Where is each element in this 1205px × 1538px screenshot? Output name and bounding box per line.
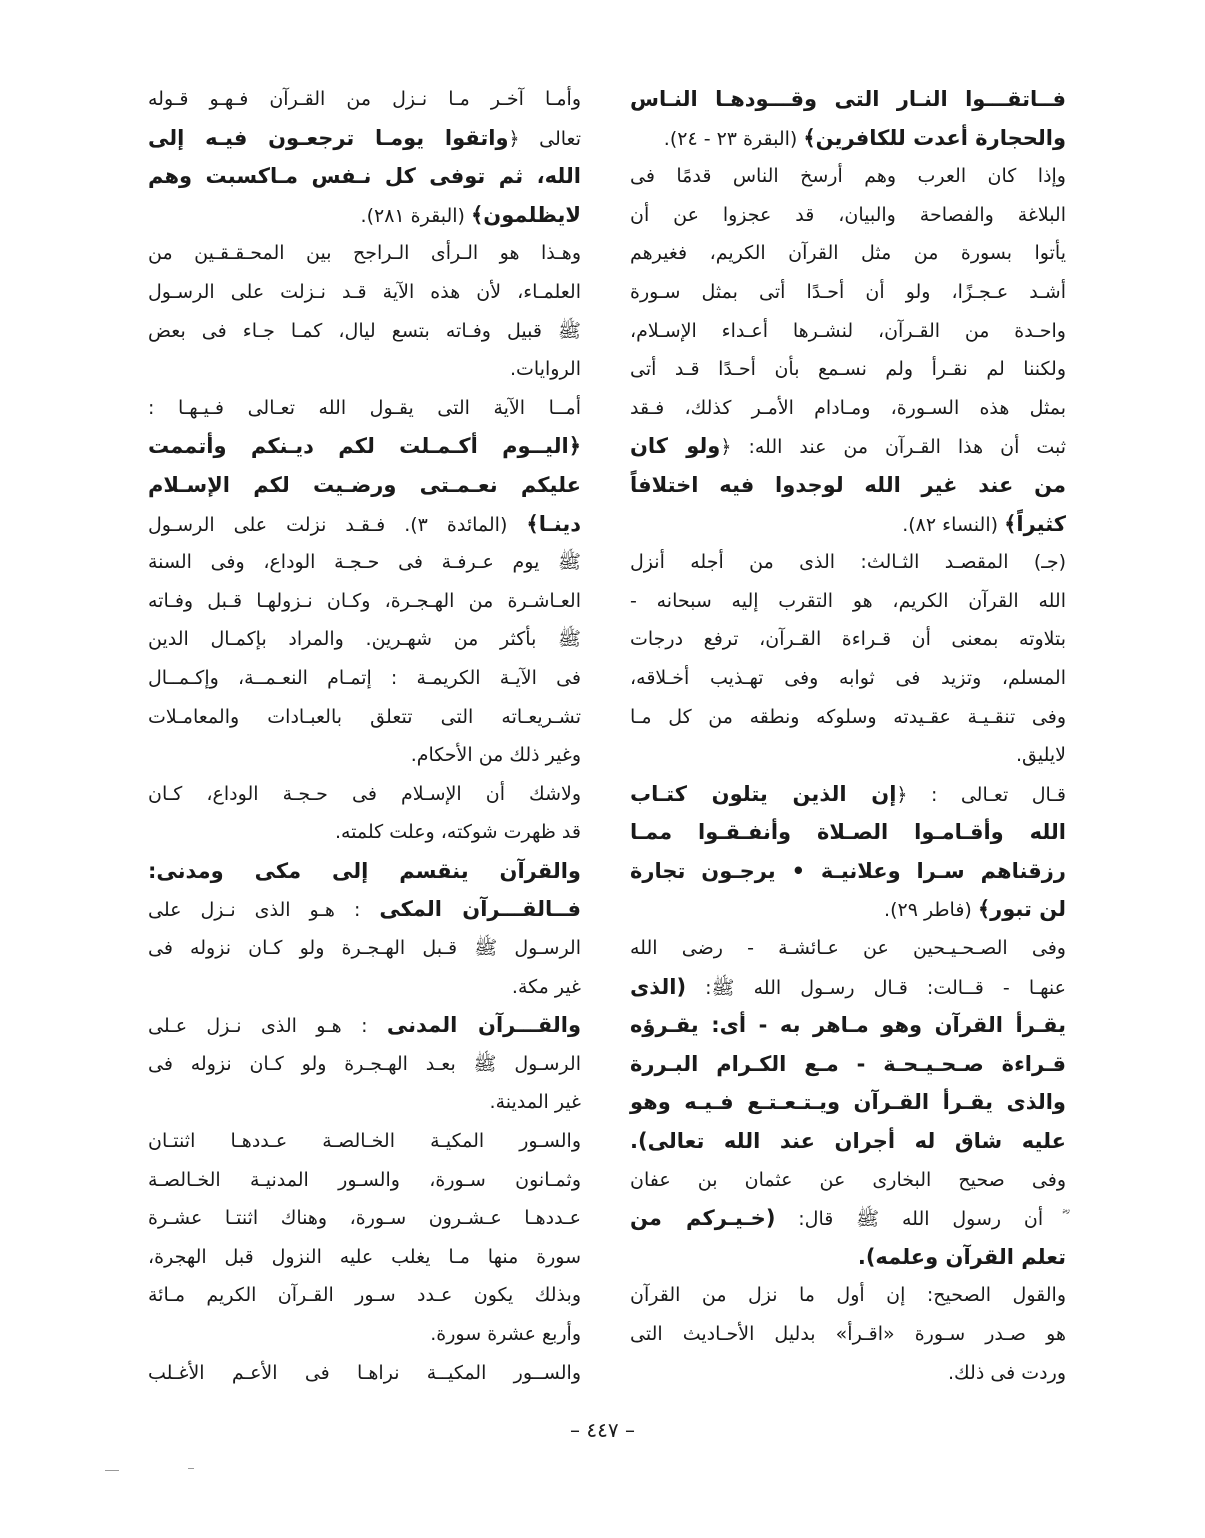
text-segment: وفى تنقـيـة عقـيدته وسلوكه ونطقه من كل مـا — [630, 705, 1066, 728]
text-segment: المسلم، وتزيد فى ثوابه وفى تهـذيب أخـلاقه، — [630, 666, 1066, 689]
text-segment: تشـريعـاته التى تتعلق بالعبـادات والمعامـلات — [148, 705, 581, 728]
text-segment: ولاشك أن الإسـلام فى حـجـة الوداع، كـان — [148, 782, 581, 805]
bold-text-segment: عليه شاق له أجران عند الله تعالى). — [630, 1129, 1066, 1154]
text-segment: وغير ذلك من الأحكام. — [410, 744, 581, 767]
bold-text-segment: والحجارة أعدت للكافرين﴾ — [803, 125, 1066, 150]
scan-speck — [105, 1470, 119, 1471]
text-line — [630, 620, 1066, 659]
text-segment: وأربع عشرة سورة. — [430, 1323, 581, 1345]
text-line — [630, 1354, 1066, 1393]
text-line — [148, 80, 581, 119]
text-line — [148, 890, 581, 929]
text-segment: ﷺ قبيل وفـاته بتسع ليال، كمـا جـاء فى بعض — [148, 319, 581, 342]
text-segment: والقول الصحيح: إن أول ما نزل من القرآن — [630, 1284, 1066, 1307]
text-segment: قـال تعـالى : ﴿ — [896, 783, 1066, 806]
text-line — [148, 1354, 581, 1393]
text-line — [630, 157, 1066, 196]
text-line — [148, 1199, 581, 1238]
text-line — [630, 1006, 1066, 1045]
text-line — [148, 929, 581, 968]
bold-text-segment: فــالقـــرآن المكى — [379, 897, 581, 922]
bold-text-segment: والقـــرآن المدنى — [386, 1013, 581, 1038]
text-line — [148, 852, 581, 891]
text-line — [630, 659, 1066, 698]
text-line — [630, 1315, 1066, 1354]
text-line — [630, 466, 1066, 505]
text-line — [630, 582, 1066, 621]
text-line — [148, 312, 581, 351]
bold-text-segment: فــاتقـــوا النـار التى وقـــودهـا النـاس — [630, 87, 1066, 111]
bold-text-segment: الله، ثم توفى كل نـفس مـاكسبت وهم — [148, 164, 581, 189]
text-line — [148, 1161, 581, 1200]
text-line — [630, 505, 1066, 544]
text-line — [630, 312, 1066, 351]
text-line — [630, 196, 1066, 235]
bold-text-segment: لايظلمون﴾ — [470, 202, 581, 227]
text-line — [148, 736, 581, 775]
text-segment: واحـدة من القـرآن، لنشـرها أعـداء الإسـلام، — [630, 319, 1066, 342]
text-segment: (البقرة ٢٨١). — [360, 204, 471, 227]
text-line — [630, 1161, 1066, 1200]
text-line — [148, 659, 581, 698]
text-line — [630, 775, 1066, 814]
text-segment: عنهـا - قــالت: قـال رسـول الله ﷺ: — [686, 976, 1066, 999]
text-line — [148, 1045, 581, 1084]
text-segment: غير المدينة. — [489, 1091, 581, 1114]
text-line — [630, 1199, 1066, 1238]
text-segment: وإذا كان العرب وهم أرسخ الناس قدمًا فى — [630, 165, 1066, 188]
text-segment: : هـو الذى نـزل عـلى — [148, 1015, 387, 1038]
text-segment: ولكننا لم نقـرأ ولم نسـمع بأن أحـدًا قـد أتى — [630, 358, 1066, 381]
text-line — [148, 1276, 581, 1315]
text-line — [630, 736, 1066, 775]
text-segment: (النساء ٨٢). — [902, 513, 1005, 536]
text-line — [630, 929, 1066, 968]
bold-text-segment: دينـا﴾ — [526, 511, 581, 536]
bold-text-segment: الله وأقـامـوا الصـلاة وأنفـقـوا ممـا — [630, 820, 1066, 845]
bold-text-segment: (الذى — [630, 974, 687, 999]
text-line — [148, 119, 581, 158]
bold-text-segment: إن الذين يتلون كتـاب — [630, 781, 897, 806]
bold-text-segment: لن تبور﴾ — [977, 897, 1066, 922]
bold-text-segment: تعلم القرآن وعلمه). — [857, 1244, 1066, 1269]
right-text-column — [630, 80, 1066, 1392]
text-line — [148, 1238, 581, 1277]
bold-text-segment: قـراءة صـحـيـحـة - مـع الكـرام البـررة — [630, 1051, 1066, 1076]
text-segment: غير مكة. — [511, 975, 581, 998]
text-line — [148, 813, 581, 852]
text-line — [630, 852, 1066, 891]
text-segment: عـددهـا عـشـرون سـورة، وهناك اثنتـا عشـرة — [148, 1207, 581, 1230]
text-line — [630, 1045, 1066, 1084]
text-segment: (البقرة ٢٣ - ٢٤). — [663, 127, 804, 150]
text-line — [148, 968, 581, 1007]
bold-text-segment: رزقناهم سـرا وعلانيـة • يرجـون تجارة — [630, 858, 1066, 883]
bold-text-segment: والذى يقـرأ القـرآن ويـتـعـتـع فـيـه وهو — [630, 1090, 1066, 1115]
text-segment: تعالى ﴿ — [508, 127, 581, 150]
text-line — [630, 813, 1066, 852]
bold-text-segment: من عند غير الله لوجدوا فيه اختلافاً — [630, 472, 1066, 497]
text-line — [148, 1315, 581, 1354]
text-line — [148, 620, 581, 659]
text-line — [148, 1122, 581, 1161]
text-line — [148, 466, 581, 505]
text-segment: ﷺ بأكثر من شهـرين. والمراد بإكمـال الدين — [148, 628, 581, 651]
bold-text-segment: واتقوا يومـا ترجعـون فيـه إلى — [148, 125, 509, 150]
left-text-column — [148, 80, 581, 1392]
text-segment: يأتوا بسورة من مثل القرآن الكريم، فغيرهم — [630, 242, 1066, 265]
bold-text-segment: ولو كان — [630, 434, 721, 459]
text-segment: العـاشـرة من الهـجـرة، وكـان نـزولهـا قـبل وفـاته — [148, 589, 581, 612]
text-line — [148, 543, 581, 582]
text-line — [148, 273, 581, 312]
text-line — [630, 234, 1066, 273]
text-segment: قد ظهرت شوكته، وعلت كلمته. — [334, 821, 581, 844]
text-segment: وبذلك يكون عـدد سـور القـرآن الكريم مـائة — [148, 1284, 581, 1307]
text-segment: (المائدة ٣). فـقـد نزلت على الرسـول — [148, 513, 527, 536]
text-segment: سورة منها مـا يغلب عليه النزول قبل الهجرة، — [148, 1245, 581, 1268]
text-line — [630, 427, 1066, 466]
text-line — [148, 389, 581, 428]
text-line — [148, 582, 581, 621]
text-segment: : هـو الذى نـزل على — [148, 899, 380, 922]
text-segment: وهـذا هو الـرأى الـراجح بين المحـقـقـين من — [148, 242, 581, 265]
bold-text-segment: والقرآن ينقسم إلى مكى ومدنى: — [148, 858, 581, 883]
text-line — [148, 1006, 581, 1045]
text-segment: وثمـانون سـورة، والسـور المدنيـة الخـالصـة — [148, 1168, 581, 1191]
text-line — [148, 350, 581, 389]
text-segment: الله القرآن الكريم، هو التقرب إليه سبحانه - — [630, 589, 1066, 612]
text-segment: العلمـاء، لأن هذه الآية قـد نـزلت على الرسـول — [148, 280, 581, 303]
text-segment: (فاطر ٢٩). — [884, 899, 978, 922]
page-number: – ٤٤٧ – — [570, 1418, 635, 1442]
text-line — [148, 234, 581, 273]
text-segment: ﷺ يوم عـرفـة فى حـجـة الوداع، وفى السنة — [148, 551, 581, 574]
bold-text-segment: يقـرأ القرآن وهو مـاهر به - أى: يقـرؤه — [630, 1013, 1066, 1038]
text-line — [630, 80, 1066, 119]
text-segment: أشـد عـجـزًا، ولو أن أحـدًا أتى بمثل سـورة — [630, 280, 1066, 303]
text-segment: ثبت أن هذا القـرآن من عند الله: ﴿ — [720, 436, 1066, 459]
text-segment: وفى صحيح البخارى عن عثمان بن عفان — [630, 1168, 1066, 1191]
text-segment: لايليق. — [1015, 744, 1066, 767]
text-line — [148, 157, 581, 196]
text-segment: فى الآيـة الكريمـة : إتمـام النعـمــة، وإكـمــال — [148, 666, 581, 689]
text-line — [630, 543, 1066, 582]
scan-speck — [188, 1468, 194, 1469]
text-segment: والســور المكيــة نراهـا فى الأعـم الأغـلب — [148, 1361, 581, 1384]
text-line — [630, 1122, 1066, 1161]
text-line — [630, 1276, 1066, 1315]
text-line — [630, 1238, 1066, 1277]
text-segment: ؓ أن رسول الله ﷺ قال: — [775, 1208, 1066, 1231]
text-segment: وأمـا آخـر مـا نـزل من القـرآن فـهـو قـوله — [148, 88, 581, 110]
text-line — [148, 698, 581, 737]
text-segment: أمــا الآية التى يقـول الله تعـالى فـيـهـا : — [148, 396, 581, 419]
text-line — [630, 389, 1066, 428]
text-segment: بمثل هذه السـورة، ومـادام الأمـر كذلك، فـقد — [630, 396, 1066, 419]
text-line — [148, 505, 581, 544]
text-line — [630, 273, 1066, 312]
text-line — [148, 196, 581, 235]
text-line — [148, 427, 581, 466]
bold-text-segment: (خـيـركم من — [630, 1206, 776, 1231]
text-segment: الرسـول ﷺ قـبل الهـجـرة ولو كـان نزوله فى — [148, 937, 581, 960]
text-segment: بتلاوته بمعنى أن قـراءة القـرآن، ترفع درجات — [630, 628, 1066, 651]
text-line — [630, 890, 1066, 929]
text-line — [630, 698, 1066, 737]
text-segment: وردت فى ذلك. — [948, 1361, 1066, 1384]
text-segment: هو صـدر سـورة «اقـرأ» بدليل الأحـاديث التى — [630, 1323, 1066, 1345]
text-segment: البلاغة والفصاحة والبيان، قد عجزوا عن أن — [630, 203, 1066, 226]
text-line — [630, 350, 1066, 389]
bold-text-segment: عليكم نعـمـتى ورضـيت لكم الإسـلام — [148, 472, 581, 497]
text-segment: وفى الصـحـيـحين عن عـائشـة - رضى الله — [630, 937, 1066, 960]
text-segment: الروايات. — [509, 358, 581, 381]
text-line — [630, 1083, 1066, 1122]
bold-text-segment: ﴿اليــوم أكـمـلت لكم ديـنكم وأتممت — [148, 434, 581, 459]
text-line — [630, 968, 1066, 1007]
text-segment: والسـور المكيـة الخـالصـة عـددهـا اثنتـان — [148, 1130, 581, 1153]
bold-text-segment: كثيراً﴾ — [1004, 511, 1066, 536]
text-segment: الرسـول ﷺ بعـد الهـجـرة ولو كـان نزوله فى — [148, 1052, 581, 1075]
text-line — [148, 1083, 581, 1122]
text-line — [148, 775, 581, 814]
text-segment: (جـ) المقصـد الثـالث: الذى من أجله أنزل — [630, 551, 1066, 574]
text-line — [630, 119, 1066, 158]
